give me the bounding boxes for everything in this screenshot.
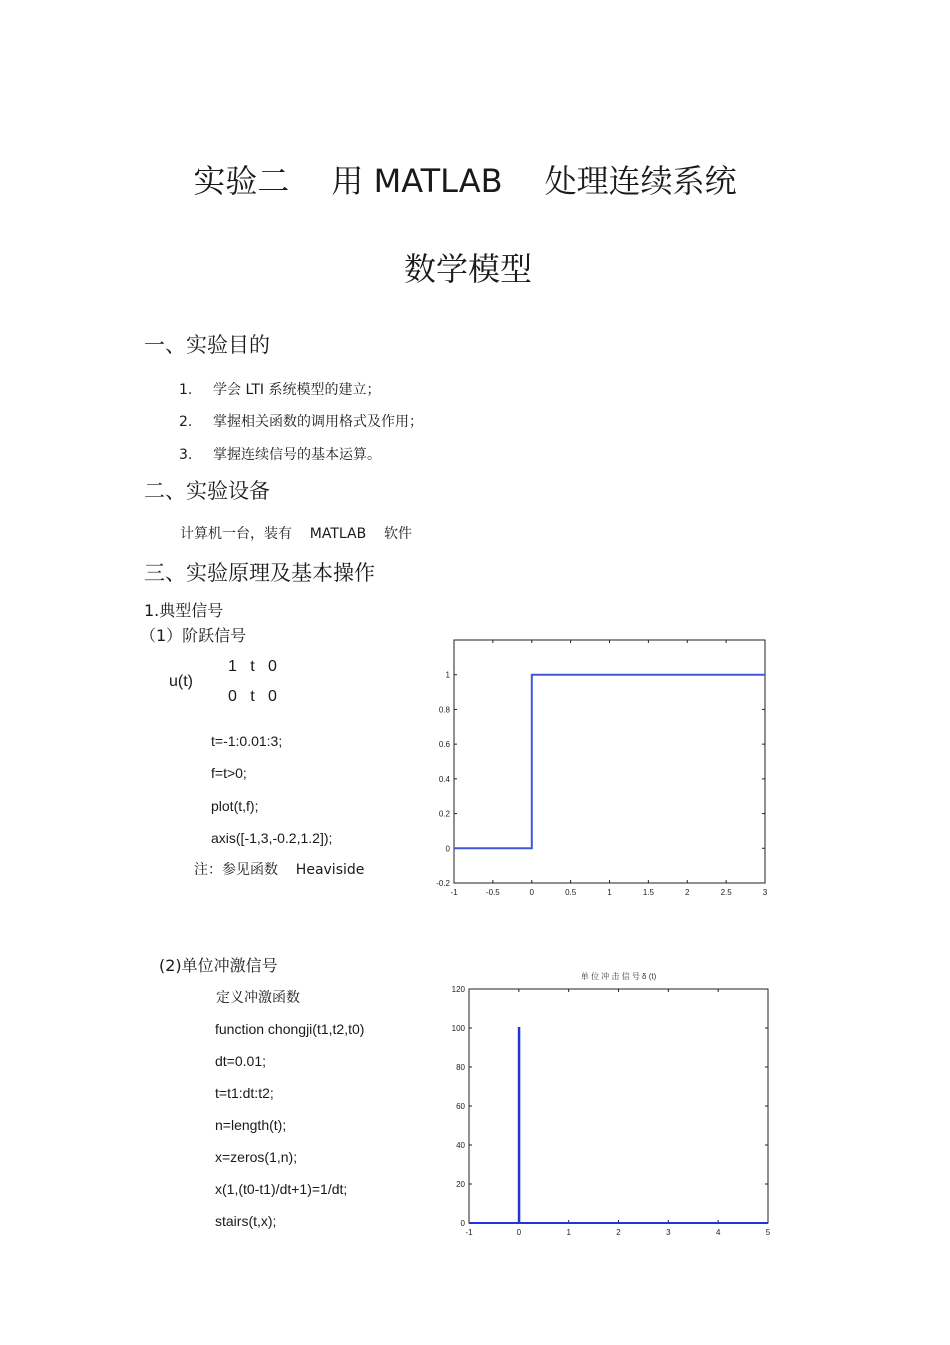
list-item: 1. 学会 LTI 系统模型的建立； <box>179 382 381 398</box>
equipment-text: 计算机一台，装有 MATLAB 软件 <box>180 526 413 542</box>
x-tick-label: 0 <box>516 1228 522 1237</box>
x-tick-label: 2 <box>616 1228 621 1237</box>
x-tick-label: 3 <box>666 1228 671 1237</box>
page-title-line2: 数学模型 <box>403 250 532 288</box>
x-tick-label: 2 <box>685 888 690 897</box>
plot-frame <box>469 989 768 1223</box>
y-tick-label: 40 <box>456 1141 465 1150</box>
section2-heading: 二、实验设备 <box>144 479 270 503</box>
equation-case-2: 0 t 0 <box>228 688 277 705</box>
equation-case-1: 1 t 0 <box>228 658 277 675</box>
code-line: x=zeros(1,n); <box>215 1149 298 1165</box>
code-line: t=-1:0.01:3; <box>211 733 283 749</box>
y-tick-label: 0.6 <box>438 740 450 750</box>
code-line: function chongji(t1,t2,t0) <box>215 1021 365 1037</box>
step-signal-chart <box>425 630 785 905</box>
y-tick-label: 20 <box>456 1180 465 1189</box>
step-signal-title: （1）阶跃信号 <box>140 626 247 645</box>
note: 注：参见函数 Heaviside <box>194 862 365 878</box>
chart-title: 单 位 冲 击 信 号 δ (t) <box>580 972 657 981</box>
title-part-3: 处理连续系统 <box>544 162 737 200</box>
y-tick-label: 0 <box>445 844 450 854</box>
code-line: stairs(t,x); <box>215 1213 277 1229</box>
x-tick-label: 3 <box>762 888 768 897</box>
y-tick-label: 1 <box>445 670 450 680</box>
x-tick-label: -0.5 <box>485 888 500 897</box>
series-line <box>454 675 765 849</box>
y-tick-label: 120 <box>451 985 465 994</box>
x-tick-label: 2.5 <box>720 888 732 897</box>
plot-frame <box>454 640 765 883</box>
x-tick-label: 0.5 <box>565 888 577 897</box>
section3-heading: 三、实验原理及基本操作 <box>144 561 375 585</box>
x-tick-label: -1 <box>450 888 458 897</box>
x-tick-label: 5 <box>765 1228 771 1237</box>
y-tick-label: 100 <box>451 1024 465 1033</box>
equation-lhs: u(t) <box>169 673 193 690</box>
code-line: n=length(t); <box>215 1117 287 1133</box>
x-tick-label: -1 <box>465 1228 473 1237</box>
code-label: 定义冲激函数 <box>216 990 300 1006</box>
x-tick-label: 4 <box>715 1228 721 1237</box>
series-line <box>469 1028 768 1223</box>
code-line: plot(t,f); <box>211 798 259 814</box>
subsection-title: 1.典型信号 <box>144 601 224 620</box>
code-line: f=t>0; <box>211 765 247 781</box>
code-line: axis([-1,3,-0.2,1.2]); <box>211 830 333 846</box>
list-item: 2. 掌握相关函数的调用格式及作用； <box>179 414 423 430</box>
code-line: t=t1:dt:t2; <box>215 1085 274 1101</box>
section1-heading: 一、实验目的 <box>144 333 270 357</box>
x-tick-label: 0 <box>529 888 534 897</box>
page-title <box>0 156 930 202</box>
y-tick-label: 0.8 <box>438 705 450 715</box>
impulse-signal-title: (2)单位冲激信号 <box>159 956 278 975</box>
code-line: dt=0.01; <box>215 1053 266 1069</box>
code-line: x(1,(t0-t1)/dt+1)=1/dt; <box>215 1181 348 1197</box>
y-tick-label: 80 <box>456 1063 465 1072</box>
y-tick-label: -0.2 <box>436 879 450 888</box>
y-tick-label: 0 <box>460 1219 465 1228</box>
x-tick-label: 1 <box>566 1228 571 1237</box>
impulse-signal-chart <box>425 962 785 1247</box>
x-tick-label: 1.5 <box>642 888 654 897</box>
list-item: 3. 掌握连续信号的基本运算。 <box>179 447 381 463</box>
y-tick-label: 60 <box>456 1102 465 1111</box>
y-tick-label: 0.2 <box>438 809 450 819</box>
y-tick-label: 0.4 <box>438 774 450 784</box>
title-part-1: 实验二 <box>193 162 290 200</box>
title-part-2: 用 MATLAB <box>331 162 503 200</box>
x-tick-label: 1 <box>607 888 612 897</box>
